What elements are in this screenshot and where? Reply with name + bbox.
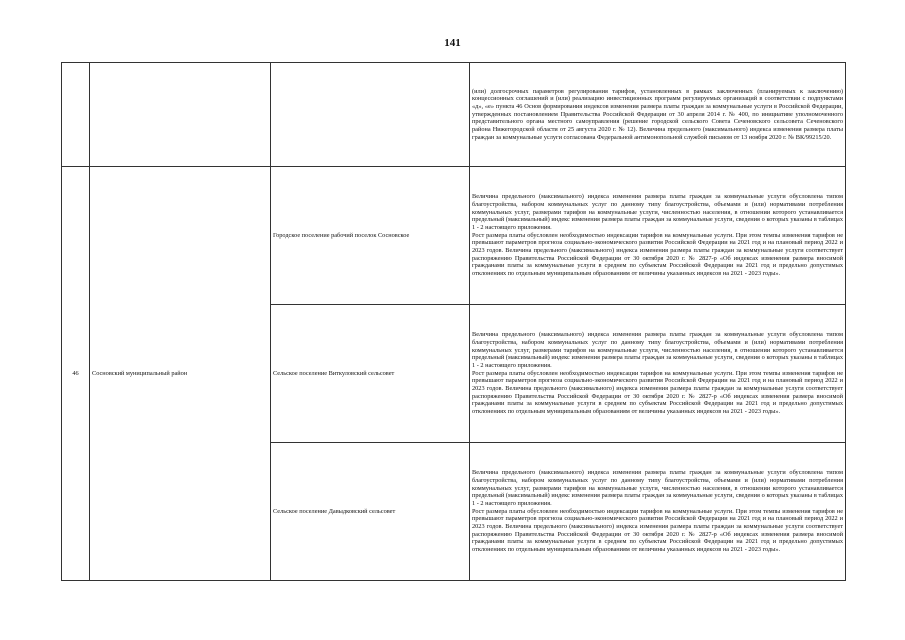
settlement-name: Сельское поселение Давыдковский сельсовет bbox=[271, 443, 470, 581]
settlement-name: Сельское поселение Виткуловский сельсовет bbox=[271, 305, 470, 443]
cell-empty-number bbox=[62, 63, 90, 167]
justification-paragraph: Величина предельного (максимального) индекса изменения размера платы граждан за коммунальные услуги обусловлена типом благоустройства, набором коммунальных услуг по данному типу благоустройства, объемами и (или) нормативами потребления коммунальных услуг, размерами тарифов на коммунальные услуги, численностью населения, в отношении которого устанавливается предельный (максимальный) индекс изменения размера платы граждан за коммунальные услуги, сведения о которых указаны в таблицах 1 - 2 настоящего приложения. bbox=[472, 331, 843, 369]
table-row-continuation bbox=[62, 63, 846, 167]
justification-paragraph: Рост размера платы обусловлен необходимостью индексации тарифов на коммунальные услуги. При этом темпы изменения тарифов не превышают параметров прогноза социально-экономического развития Российской Федерации на 2021 год и на плановый период 2022 и 2023 годов. Величина предельного (максимального) индекса изменения размера платы граждан за коммунальные услуги соответствует распоряжению Правительства Российской Федерации от 30 октября 2020 г. № 2827-р «Об индексах изменения размера вносимой гражданами платы за коммунальные услуги в среднем по субъектам Российской Федерации на 2021 год и предельно допустимых отклонениях по отдельным муниципальным образованиям от величины указанных индексов на 2021 - 2023 годы». bbox=[472, 507, 843, 554]
justification-text bbox=[470, 305, 846, 443]
justification-paragraph: Рост размера платы обусловлен необходимостью индексации тарифов на коммунальные услуги. При этом темпы изменения тарифов не превышают параметров прогноза социально-экономического развития Российской Федерации на 2021 год и на плановый период 2022 и 2023 годов. Величина предельного (максимального) индекса изменения размера платы граждан за коммунальные услуги соответствует распоряжению Правительства Российской Федерации от 30 октября 2020 г. № 2827-р «Об индексах изменения размера вносимой гражданами платы за коммунальные услуги в среднем по субъектам Российской Федерации на 2021 год и предельно допустимых отклонениях по отдельным муниципальным образованиям от величины указанных индексов на 2021 - 2023 годы». bbox=[472, 231, 843, 278]
justification-paragraph: Рост размера платы обусловлен необходимостью индексации тарифов на коммунальные услуги. При этом темпы изменения тарифов не превышают параметров прогноза социально-экономического развития Российской Федерации на 2021 год и на плановый период 2022 и 2023 годов. Величина предельного (максимального) индекса изменения размера платы граждан за коммунальные услуги соответствует распоряжению Правительства Российской Федерации от 30 октября 2020 г. № 2827-р «Об индексах изменения размера вносимой гражданами платы за коммунальные услуги в среднем по субъектам Российской Федерации на 2021 год и предельно допустимых отклонениях по отдельным муниципальным образованиям от величины указанных индексов на 2021 - 2023 годы». bbox=[472, 369, 843, 416]
justification-text bbox=[470, 167, 846, 305]
justification-text bbox=[470, 443, 846, 581]
table-row bbox=[62, 167, 846, 305]
district-name: Сосновский муниципальный район bbox=[90, 167, 271, 581]
page-number: 141 bbox=[444, 37, 461, 49]
cell-empty-settlement bbox=[271, 63, 470, 167]
justification-paragraph: Величина предельного (максимального) индекса изменения размера платы граждан за коммунальные услуги обусловлена типом благоустройства, набором коммунальных услуг по данному типу благоустройства, объемами и (или) нормативами потребления коммунальных услуг, размерами тарифов на коммунальные услуги, численностью населения, в отношении которого устанавливается предельный (максимальный) индекс изменения размера платы граждан за коммунальные услуги, сведения о которых указаны в таблицах 1 - 2 настоящего приложения. bbox=[472, 469, 843, 507]
settlements-table bbox=[61, 62, 846, 581]
justification-paragraph: Величина предельного (максимального) индекса изменения размера платы граждан за коммунальные услуги обусловлена типом благоустройства, набором коммунальных услуг по данному типу благоустройства, объемами и (или) нормативами потребления коммунальных услуг, размерами тарифов на коммунальные услуги, численностью населения, в отношении которого устанавливается предельный (максимальный) индекс изменения размера платы граждан за коммунальные услуги, сведения о которых указаны в таблицах 1 - 2 настоящего приложения. bbox=[472, 193, 843, 231]
settlement-name: Городское поселение рабочий поселок Сосновское bbox=[271, 167, 470, 305]
row-number: 46 bbox=[62, 167, 90, 581]
justification-text: (или) долгосрочных параметров регулирования тарифов, установленных в рамках заключенных (планируемых к заключению) концессионных соглашений и (или) реализацию инвестиционных программ регулируемых организаций в соответствии с подпунктами «д», «е» пункта 46 Основ формирования индексов изменения размера платы граждан за коммунальные услуги в Российской Федерации, утвержденных постановлением Правительства Российской Федерации от 30 апреля 2014 г. № 400, по инициативе уполномоченного представительного органа местного самоуправления (решение городской сельского Совета Сеченовского сельсовета Сеченовского района Нижегородской области от 25 августа 2020 г. № 12). Величина предельного (максимального) индекса изменения размера платы граждан за коммунальные услуги согласована Федеральной антимонопольной службой письмом от 13 ноября 2020 г. № ВК/99215/20. bbox=[470, 63, 846, 167]
cell-empty-district bbox=[90, 63, 271, 167]
